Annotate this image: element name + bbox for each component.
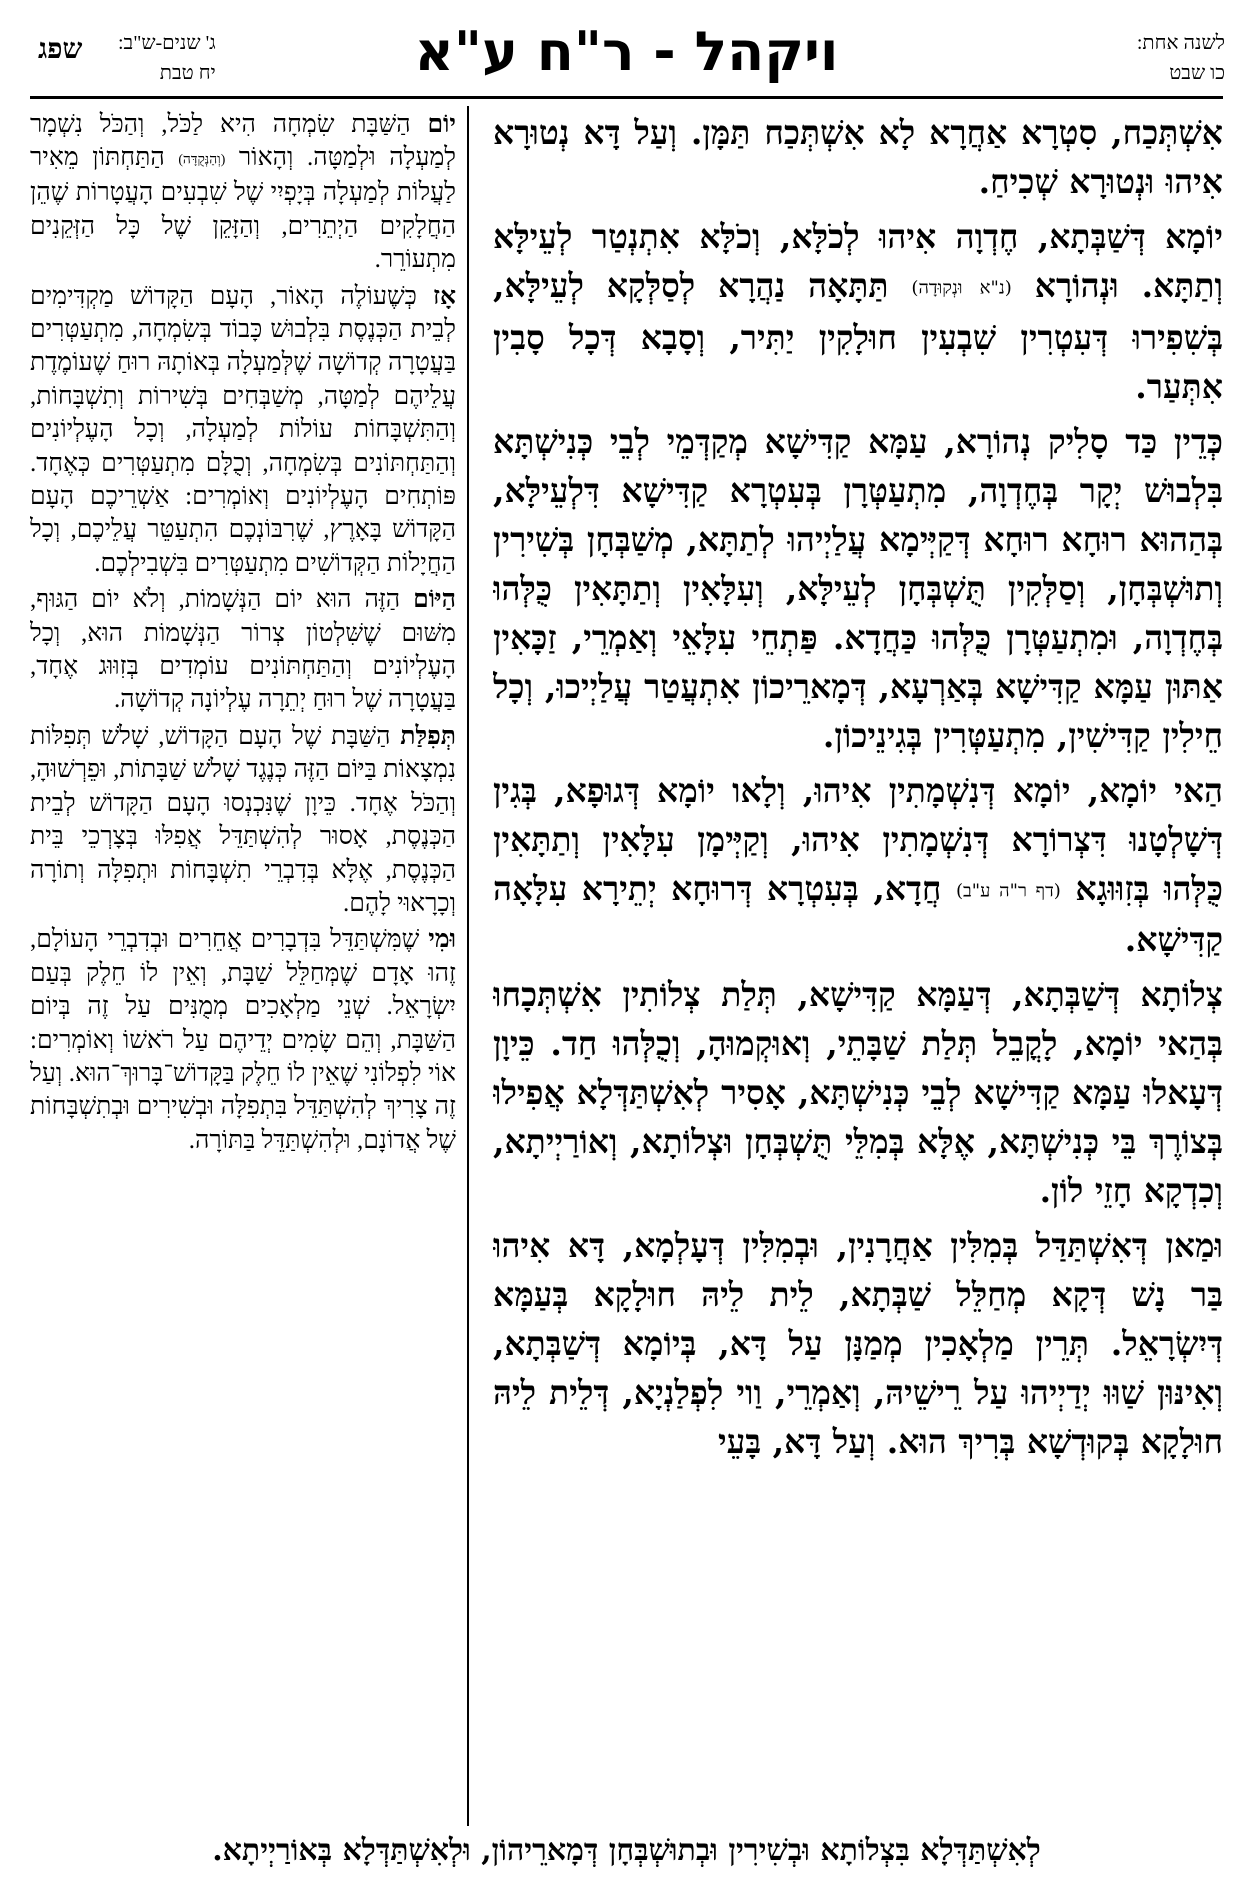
side-p3-lead: הַיּוֹם: [413, 586, 456, 614]
column-divider: [467, 106, 469, 1826]
side-p1-note: (וְהַנְּקֻדָּה): [178, 151, 226, 167]
side-p1-lead: יוֹם: [427, 111, 456, 138]
hebrew-translation-column: [30, 108, 456, 1826]
main-p3-lead: כְּדֵין: [1173, 421, 1223, 461]
main-paragraph-1: [493, 108, 1223, 206]
main-paragraph-6: [493, 1221, 1223, 1466]
main-p2-note: (נ"א וּנְקוּדָה): [911, 277, 1012, 299]
side-paragraph-4: [30, 720, 456, 920]
side-paragraph-1: [30, 108, 456, 277]
header-right-line1: לשנה אחת:: [1136, 32, 1225, 54]
side-p1-text: הַשַּׁבָּת שִׂמְחָה הִיא לַכֹּל, וְהַכֹּל נִשְׁמָר לְמַעְלָה וּלְמַטָּה. וְהָאוֹר: [30, 111, 456, 172]
side-p1-text2: הַתַּחְתּוֹן מֵאִיר לַעֲלוֹת לְמַעְלָה בְּיָפְיִי שֶׁל שִׁבְעִים הָעֲטָרוֹת שֶׁהֵן הַחֲלָקִים הַיְתֵרִים, וְהַזָּקֵן שֶׁל כָּל הַזְּקֵנִים מִתְעוֹרֵר.: [30, 144, 456, 274]
side-p5-lead: וּמִי: [428, 926, 456, 954]
header-left-line1: ג' שנים-ש"ב:: [118, 32, 216, 54]
side-p4-lead: תְּפִלַּת: [400, 722, 456, 750]
main-p4-text: יוֹמָא, יוֹמָא דְּנִשְׁמָתִין אִיהוּ, וְלָאו יוֹמָא דְּגוּפָא, בְּגִין דְּשָׁלְטָנוּ דִּצְרוֹרָא דְּנִשְׁמָתִין אִיהוּ, וְקַיְּימָן עִלָּאִין וְתַתָּאִין כֻּלְּהוּ בְּזִוּוּגָא: [493, 770, 1223, 908]
side-p2-text: כְּשֶׁעוֹלֶה הָאוֹר, הָעָם הַקָּדוֹשׁ מַקְדִּימִים לְבֵית הַכְּנֶסֶת בִּלְבוּשׁ כָּבוֹד בְּשִׂמְחָה, מִתְעַטְּרִים בַּעֲטָרָה קְדוֹשָׁה שֶׁלְּמַעְלָה בְּאוֹתָהּ רוּחַ שֶׁעוֹמֶדֶת עֲלֵיהֶם לְמַטָּה, מְשַׁבְּחִים בְּשִׁירוֹת וְתִשְׁבָּחוֹת, וְהַתִּשְׁבָּחוֹת עוֹלוֹת לְמַעְלָה, וְכָל הָעֶלְיוֹנִים וְהַתַּחְתּוֹנִים בְּשִׂמְחָה, וְכֻלָּם מִתְעַטְּרִים כְּאֶחָד. פּוֹתְחִים הָעֶלְיוֹנִים וְאוֹמְרִים: אַשְׁרֵיכֶם הָעָם הַקָּדוֹשׁ בָּאָרֶץ, שֶׁרִבּוֹנְכֶם הִתְעַטֵּר עֲלֵיכֶם, וְכָל הַחֲיָלוֹת הַקְּדוֹשִׁים מִתְעַטְּרִים בִּשְׁבִילְכֶם.: [30, 282, 456, 577]
side-p5-text: שֶׁמִּשְׁתַּדֵּל בִּדְבָרִים אֲחֵרִים וּבְדִבְרֵי הָעוֹלָם, זֶהוּ אָדָם שֶׁמְּחַלֵּל שַׁבָּת, וְאֵין לוֹ חֵלֶק בְּעַם יִשְׂרָאֵל. שְׁנֵי מַלְאָכִים מְמֻנִּים עַל זֶה בְּיוֹם הַשַּׁבָּת, וְהֵם שָׂמִים יְדֵיהֶם עַל רֹאשׁוֹ וְאוֹמְרִים: אוֹי לִפְלוֹנִי שֶׁאֵין לוֹ חֵלֶק בַּקָּדוֹשׁ־בָּרוּךְ־הוּא. וְעַל זֶה צָרִיךְ לְהִשְׁתַּדֵּל בִּתְפִלָּה וּבְשִׁירִים וּבְתִשְׁבָּחוֹת שֶׁל אֲדוֹנָם, וּלְהִשְׁתַּדֵּל בַּתּוֹרָה.: [30, 926, 456, 1154]
main-p2-text2: תַּתָּאָה נַהֲרָא לְסַלְּקָא לְעֵילָּא, בְּשִׁפִירוּ דְּעִטְרִין שִׁבְעִין חוּלָקִין יַתִּיר, וְסָבָא דְּכָל סָבִין אִתְּעַר.: [493, 266, 1223, 406]
main-paragraph-5: [493, 970, 1223, 1215]
main-paragraph-2: [493, 212, 1223, 411]
main-p3-text: כַּד סָלִיק נְהוֹרָא, עַמָּא קַדִּישָׁא מְקַדְּמֵי לְבֵי כְּנִישְׁתָּא בִּלְבוּשׁ יְקָר בְּחֶדְוָה, מִתְעַטְּרָן בְּעִטְרָא קַדִּישָׁא דִּלְעֵילָּא, בְּהַהוּא רוּחָא רוּחָא דְּקַיְּימָא עֲלַיְיהוּ לְתַתָּא, מְשַׁבְּחָן בְּשִׁירִין וְתוּשְׁבְּחָן, וְסַלְּקִין תֻּשְׁבְּחָן לְעֵילָּא, וְעִלָּאִין וְתַתָּאִין כֻּלְּהוּ בְּחֶדְוָה, וּמִתְעַטְּרָן כֻּלְּהוּ כַּחֲדָא. פַּתְחֵי עִלָּאֵי וְאַמְרֵי, זַכָּאִין אַתּוּן עַמָּא קַדִּישָׁא בְּאַרְעָא, דְּמָארֵיכוֹן אִתְעֲטַר עֲלַיְיכוּ, וְכָל חֵילִין קַדִּישִׁין, מִתְעַטְּרִין בְּגִינֵיכוֹן.: [493, 421, 1223, 755]
main-p2-text: דְּשַׁבְּתָא, חֶדְוָה אִיהוּ לְכֹלָּא, וְכֹלָּא אִתְנְטַר לְעֵילָּא וְתַתָּא. וּנְהוֹרָא: [493, 217, 1223, 305]
main-p2-lead: יוֹמָא: [1165, 217, 1223, 256]
page-number: שפג: [38, 34, 83, 65]
main-p1-text: אִשְׁתְּכַח, סִטְרָא אַחֲרָא לָא אִשְׁתְּכַח תַּמָּן. וְעַל דָּא נְטוּרָא אִיהוּ וּנְטוּרָא שְׁכִיחַ.: [493, 113, 1223, 201]
page-title: ויקהל - ר"ח ע"א: [414, 20, 839, 83]
header-left-line2: יח טבת: [159, 62, 216, 84]
main-p4-text2: חֲדָא, בְּעִטְרָא דְּרוּחָא יְתֵירָא עִלָּאָה קַדִּישָׁא.: [493, 868, 1223, 959]
main-p6-text: דְּאִשְׁתַּדַּל בְּמִלִּין אַחֲרָנִין, וּבְמִלִּין דְּעָלְמָא, דָּא אִיהוּ בַּר נָשׁ דְּקָא מְחַלֵּל שַׁבְּתָא, לֵית לֵיהּ חוּלָקָא בְּעַמָּא דְּיִשְׂרָאֵל. תְּרֵין מַלְאָכִין מְמַנָּן עַל דָּא, בְּיוֹמָא דְּשַׁבְּתָא, וְאִינּוּן שַׁוּוּ יְדַיְיהוּ עַל רֵישֵׁיהּ, וְאַמְרֵי, וַוי לִפְלַנְיָא, דְּלֵית לֵיהּ חוּלָקָא בְּקוּדְשָׁא בְּרִיךְ הוּא. וְעַל דָּא, בָּעֵי: [493, 1226, 1223, 1461]
side-paragraph-3: [30, 583, 456, 717]
header-divider: [30, 96, 1223, 99]
header-right-line2: כו שבט: [1169, 62, 1225, 84]
main-paragraph-3: [493, 417, 1223, 760]
main-p6-lead: וּמַאן: [1165, 1226, 1223, 1265]
main-p4-note: (דף ר"ה ע"ב): [955, 880, 1061, 901]
side-paragraph-2: [30, 280, 456, 581]
main-p5-text: דְּשַׁבְּתָא, דְּעַמָּא קַדִּישָׁא, תְּלַת צְלוֹתִין אִשְׁתְּכָחוּ בְּהַאי יוֹמָא, לָקֳבֵל תְּלַת שַׁבָּתֵי, וְאוּקְמוּהָ, וְכֻלְּהוּ חַד. כֵּיוָן דְּעָאלוּ עַמָּא קַדִּישָׁא לְבֵי כְּנִישְׁתָּא, אָסִיר לְאִשְׁתַּדְּלָא אֲפִילוּ בְּצוֹרֶךְ בֵּי כְּנִישְׁתָּא, אֶלָּא בְּמִלֵּי תֻּשְׁבְּחָן וּצְלוֹתָא, וְאוֹרַיְיתָא, וְכִדְקָא חָזֵי לוֹן.: [493, 975, 1223, 1210]
page-header: [0, 0, 1253, 96]
aramaic-text-column: [493, 108, 1223, 1826]
side-p3-text: הַזֶּה הוּא יוֹם הַנְּשָׁמוֹת, וְלֹא יוֹם הַגּוּף, מִשּׁוּם שֶׁשִּׁלְטוֹן צְרוֹר הַנְּשָׁמוֹת הוּא, וְכָל הָעֶלְיוֹנִים וְהַתַּחְתּוֹנִים עוֹמְדִים בְּזִוּוּג אֶחָד, בַּעֲטָרָה שֶׁל רוּחַ יְתֵרָה עֶלְיוֹנָה קְדוֹשָׁה.: [30, 586, 456, 714]
main-paragraph-4: [493, 766, 1223, 965]
side-p4-text: הַשַּׁבָּת שֶׁל הָעָם הַקָּדוֹשׁ, שָׁלֹשׁ תְּפִלּוֹת נִמְצָאוֹת בַּיּוֹם הַזֶּה כְּנֶגֶד שָׁלֹשׁ שַׁבָּתוֹת, וּפֵרְשׁוּהָ, וְהַכֹּל אֶחָד. כֵּיוָן שֶׁנִּכְנְסוּ הָעָם הַקָּדוֹשׁ לְבֵית הַכְּנֶסֶת, אָסוּר לְהִשְׁתַּדֵּל אֲפִלּוּ בְּצָרְכֵי בֵּית הַכְּנֶסֶת, אֶלָּא בְּדִבְרֵי תִשְׁבָּחוֹת וּתְפִלָּה וְתוֹרָה וְכָרָאוּי לָהֶם.: [30, 722, 456, 917]
main-p4-lead: הַאי: [1174, 770, 1223, 810]
side-p2-lead: אָז: [432, 282, 456, 310]
side-paragraph-5: [30, 923, 456, 1157]
header-date-three-years: [118, 28, 216, 88]
main-p5-lead: צְלוֹתָא: [1140, 975, 1223, 1014]
page-footer-line: לְאִשְׁתַּדְּלָא בִּצְלוֹתָא וּבְשִׁירִין וּבְתוּשְׁבְּחָן דְּמָארֵיהוֹן, וּלְאִשְׁתַּדְּלָא בְּאוֹרַיְיתָא.: [212, 1833, 1041, 1868]
